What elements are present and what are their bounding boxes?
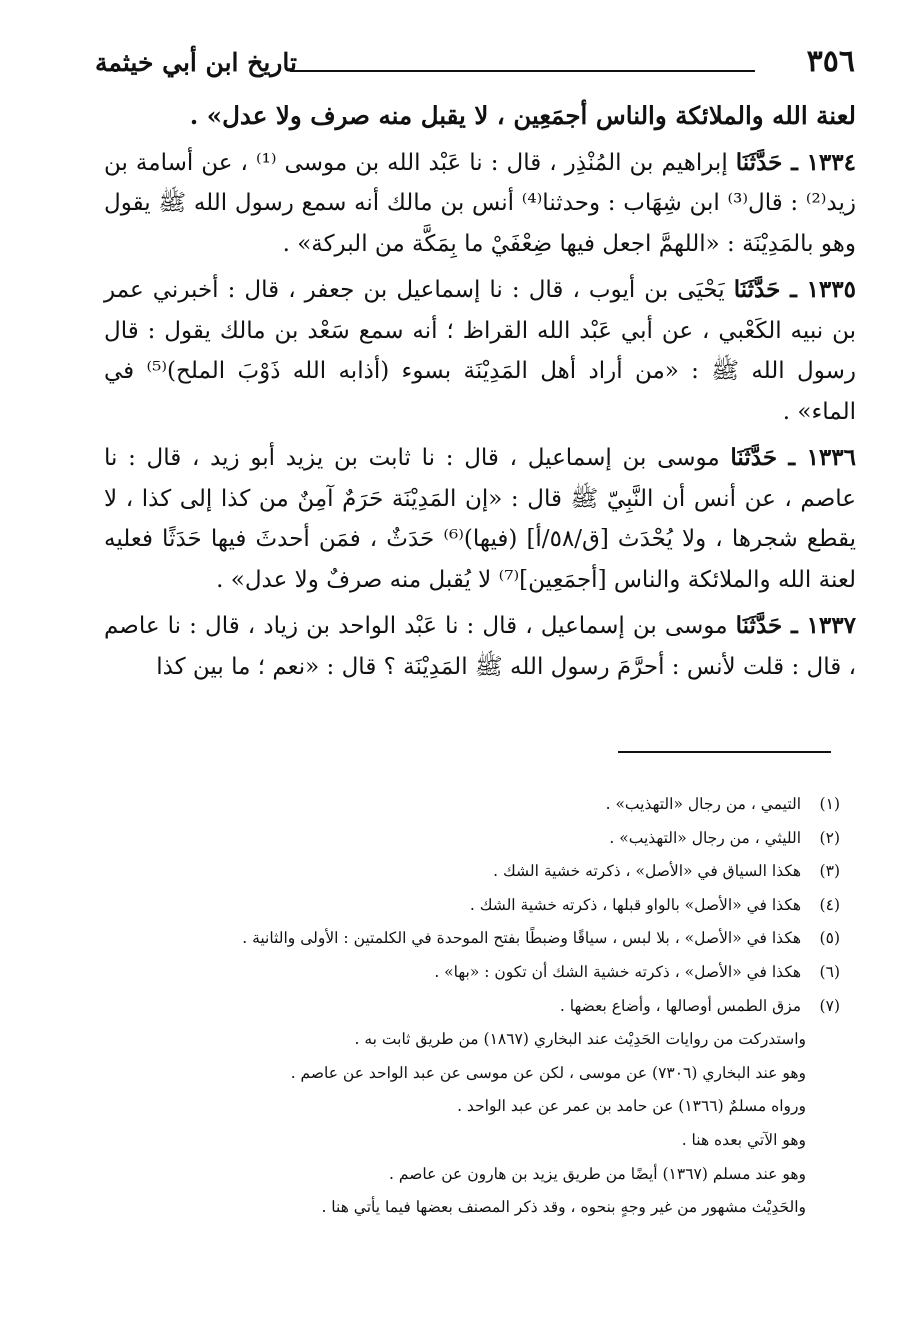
page-header: [95, 44, 855, 84]
footnote: [150, 788, 840, 822]
footnote-text: هكذا في «الأصل» ، بلا لبس ، سياقًا وضبطًا بفتح الموحدة في الكلمتين : الأولى والثانية .: [242, 929, 802, 948]
footnote-number: (٤): [819, 895, 840, 914]
paragraph-continuation: [104, 96, 856, 137]
hadith-number: ١٣٣٦ ـ حَدَّثَنَا: [730, 444, 856, 471]
hadith-number: ١٣٣٤ ـ حَدَّثَنَا: [735, 148, 856, 176]
hadith-1334: [104, 143, 856, 265]
footnote-separator: [618, 751, 831, 753]
hadith-1337: [104, 606, 856, 687]
footnote: [150, 956, 840, 990]
page-number: ٣٥٦: [806, 44, 855, 79]
footnote-continuation-line: ورواه مسلمٌ (١٣٦٦) عن حامد بن عمر عن عبد الواحد .: [457, 1097, 806, 1116]
hadith-number: ١٣٣٧ ـ حَدَّثَنَا: [735, 612, 856, 639]
footnote: [150, 922, 840, 956]
main-text: [104, 96, 856, 693]
book-title: تاريخ ابن أبي خيثمة: [95, 48, 297, 77]
footnote: [150, 889, 840, 923]
hadith-text: موسى بن إسماعيل ، قال : نا عَبْد الواحد بن زياد ، قال : نا عاصم ، قال : قلت لأنس : أحرَّمَ رسول الله ﷺ المَدِيْنَة ؟ قال : «نعم ؛ ما بين كذا: [104, 613, 856, 680]
hadith-text: يَحْيَى بن أيوب ، قال : نا إسماعيل بن جعفر ، قال : أخبرني عمر بن نبيه الكَعْبي ، عن أبي عَبْد الله القراظ ؛ أنه سمع سَعْد بن مالك يقول : قال رسول الله ﷺ : «من أراد أهل المَدِيْنَة بسوء (أذابه الله ذَوْبَ الملح)⁽⁵⁾ في الماء» .: [104, 277, 856, 425]
footnote-text: هكذا في «الأصل» ، ذكرته خشية الشك أن تكون : «بها» .: [434, 962, 802, 981]
footnote: [150, 990, 840, 1024]
footnote-number: (٢): [819, 828, 840, 847]
footnote-continuation-line: واستدركت من روايات الحَدِيْث عند البخاري (١٨٦٧) من طريق ثابت به .: [354, 1030, 806, 1049]
paragraph-text: لعنة الله والملائكة والناس أجمَعِين ، لا يقبل منه صرف ولا عدل» .: [189, 101, 856, 130]
hadith-text: إبراهيم بن المُنْذِر ، قال : نا عَبْد الله بن موسى ⁽¹⁾ ، عن أسامة بن زيد⁽²⁾ : قال⁽³⁾ ابن شِهَاب : وحدثنا⁽⁴⁾ أنس بن مالك أنه سمع رسول الله ﷺ يقول وهو بالمَدِيْنَة : «اللهمَّ اجعل فيها ضِعْفَيْ ما بِمَكَّة من البركة» .: [104, 149, 857, 257]
footnotes: [150, 788, 840, 1225]
header-rule: [290, 70, 755, 72]
footnote-number: (٦): [819, 962, 840, 981]
footnote-text: الليثي ، من رجال «التهذيب» .: [609, 828, 802, 847]
footnote: [150, 822, 840, 856]
footnote-number: (٧): [819, 996, 840, 1015]
hadith-number: ١٣٣٥ ـ حَدَّثَنَا: [733, 276, 856, 303]
footnote-number: (٥): [819, 929, 840, 948]
footnote-number: (١): [819, 795, 840, 813]
footnote-text: هكذا السياق في «الأصل» ، ذكرته خشية الشك .: [493, 862, 802, 881]
footnote: [150, 855, 840, 889]
hadith-text: موسى بن إسماعيل ، قال : نا ثابت بن يزيد أبو زيد ، قال : نا عاصم ، عن أنس أن النَّبِيّ ﷺ قال : «إن المَدِيْنَة حَرَمٌ آمِنٌ من كذا إلى كذا ، لا يقطع شجرها ، ولا يُحْدَث [ق/٥٨/أ] (فيها)⁽⁶⁾ حَدَثٌ ، فمَن أحدثَ فيها حَدَثًا فعليه لعنة الله والملائكة والناس [أجمَعِين]⁽⁷⁾ لا يُقبل منه صرفٌ ولا عدل» .: [104, 445, 856, 593]
footnote-continuation-line: وهو عند مسلم (١٣٦٧) أيضًا من طريق يزيد بن هارون عن عاصم .: [389, 1164, 806, 1183]
footnote-text: التيمي ، من رجال «التهذيب» .: [605, 795, 802, 813]
footnote-continuation-line: وهو عند البخاري (٧٣٠٦) عن موسى ، لكن عن موسى عن عبد الواحد عن عاصم .: [290, 1063, 806, 1082]
hadith-1336: [104, 438, 856, 600]
footnote-text: مزق الطمس أوصالها ، وأضاع بعضها .: [559, 996, 802, 1015]
footnote-number: (٣): [819, 862, 840, 881]
footnote-continuation-line: وهو الآتي بعده هنا .: [681, 1130, 806, 1149]
hadith-1335: [104, 270, 856, 432]
footnote-continuation-line: والحَدِيْث مشهور من غير وجهٍ بنحوه ، وقد ذكر المصنف بعضها فيما يأتي هنا .: [321, 1198, 806, 1217]
footnote-text: هكذا في «الأصل» بالواو قبلها ، ذكرته خشية الشك .: [469, 895, 802, 914]
